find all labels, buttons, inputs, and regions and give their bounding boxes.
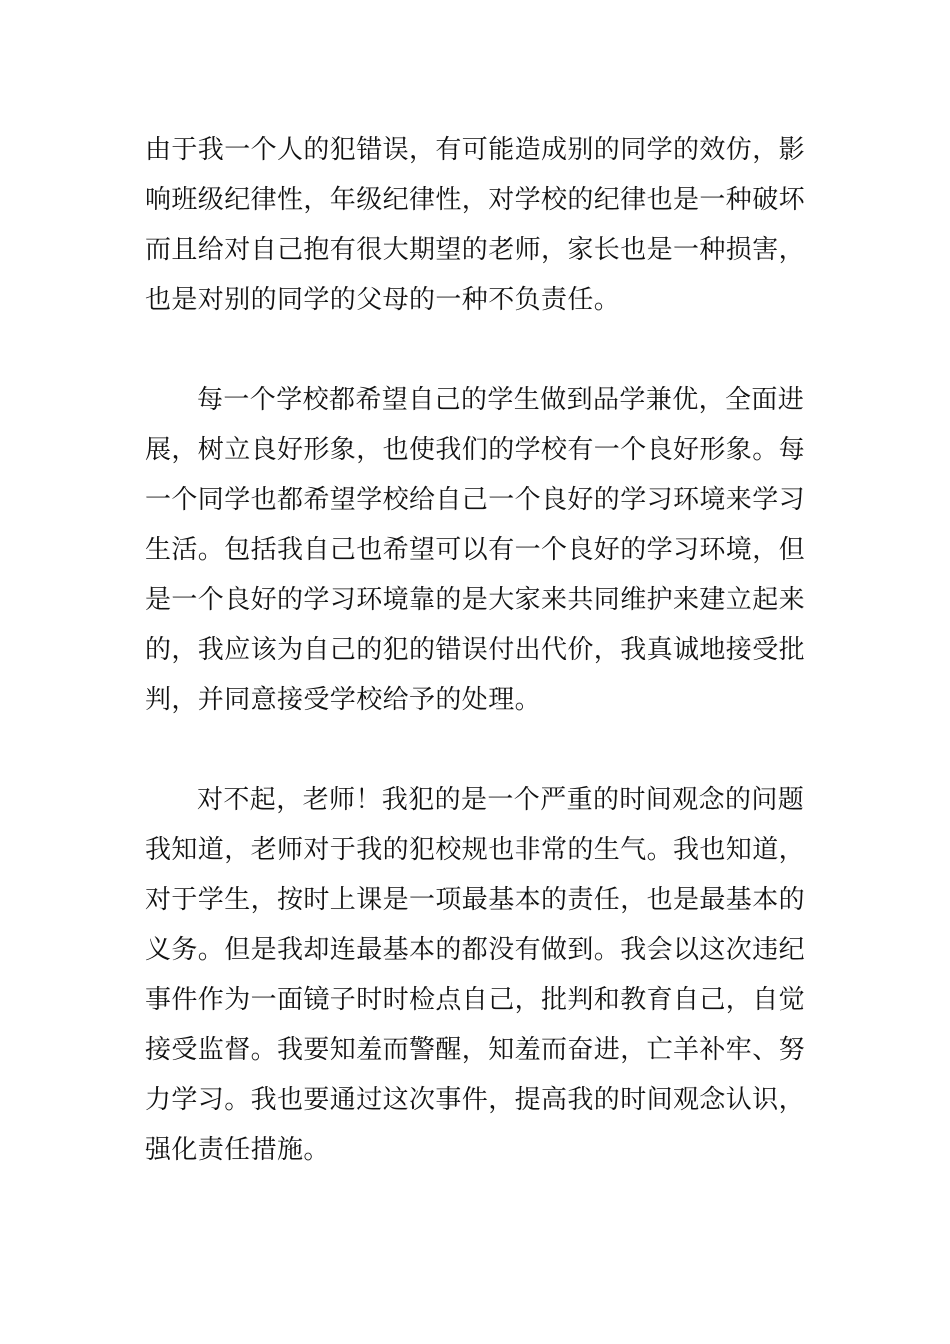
paragraph-line: 力学习。我也要通过这次事件，提高我的时间观念认识， <box>145 1085 806 1115</box>
paragraph-line: 对不起，老师！我犯的是一个严重的时间观念的问题 <box>197 785 805 815</box>
paragraph-line: 接受监督。我要知羞而警醒，知羞而奋进，亡羊补牢、努 <box>145 1035 806 1065</box>
paragraph-line: 响班级纪律性，年级纪律性，对学校的纪律也是一种破坏 <box>145 185 806 215</box>
paragraph-line: 强化责任措施。 <box>145 1135 330 1165</box>
paragraph-line: 事件作为一面镜子时时检点自己，批判和教育自己，自觉 <box>145 985 806 1015</box>
paragraph-line: 一个同学也都希望学校给自己一个良好的学习环境来学习 <box>145 485 806 515</box>
paragraph-line: 是一个良好的学习环境靠的是大家来共同维护来建立起来 <box>145 585 806 615</box>
paragraph-line: 我知道，老师对于我的犯校规也非常的生气。我也知道， <box>145 835 806 865</box>
paragraph-line: 每一个学校都希望自己的学生做到品学兼优，全面进 <box>197 385 805 415</box>
paragraph-line: 义务。但是我却连最基本的都没有做到。我会以这次违纪 <box>145 935 806 965</box>
paragraph-line: 生活。包括我自己也希望可以有一个良好的学习环境，但 <box>145 535 806 565</box>
paragraph-line: 也是对别的同学的父母的一种不负责任。 <box>145 285 621 315</box>
paragraph-line: 而且给对自己抱有很大期望的老师，家长也是一种损害， <box>145 235 806 265</box>
paragraph-line: 对于学生，按时上课是一项最基本的责任，也是最基本的 <box>145 885 806 915</box>
paragraph-line: 展，树立良好形象，也使我们的学校有一个良好形象。每 <box>145 435 806 465</box>
paragraph-line: 判，并同意接受学校给予的处理。 <box>145 685 542 715</box>
paragraph-line: 的，我应该为自己的犯的错误付出代价，我真诚地接受批 <box>145 635 806 665</box>
paragraph-line: 由于我一个人的犯错误，有可能造成别的同学的效仿，影 <box>145 135 806 165</box>
